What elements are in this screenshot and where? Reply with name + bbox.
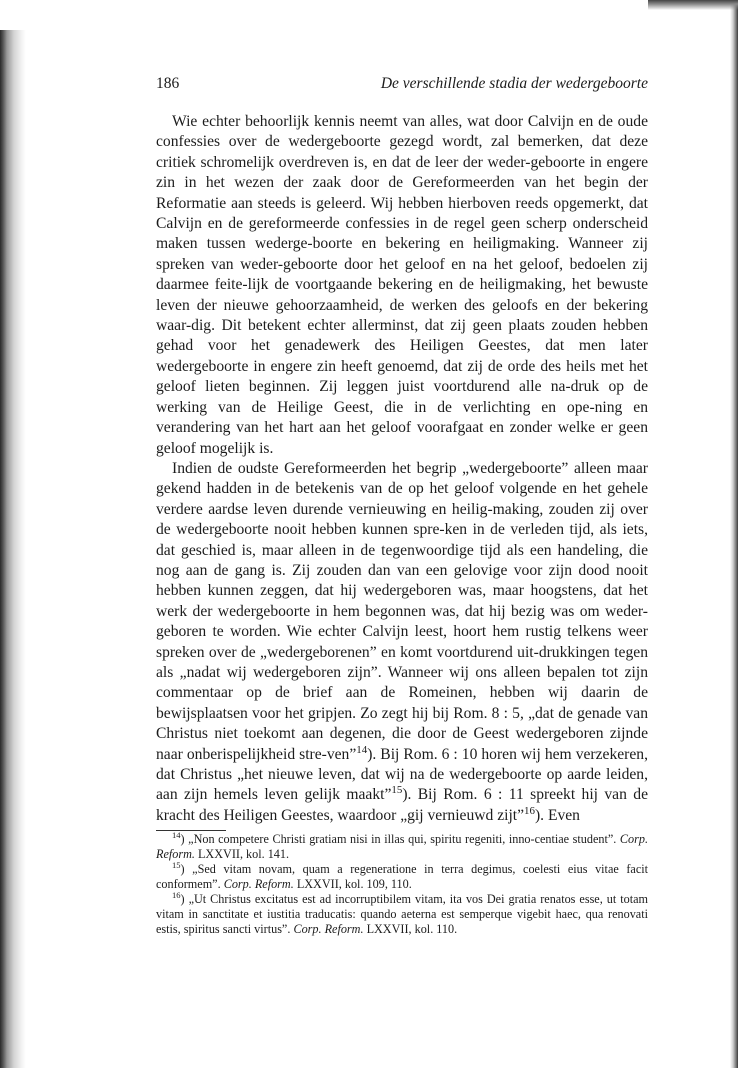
footnote-text: ) „Ut Christus excitatus est ad incorruptibilem vitam, ita vos Dei gratia renatos esse, ut totam vitam in sanctitate et iustitia traducatis: quando aeterna est semperque vigebit haec, qua renovati estis, spiritus sancti virtus”. — [156, 892, 648, 937]
footnote-reference: LXXVII, kol. 109, 110. — [293, 877, 412, 892]
footnote-source: Corp. Reform. — [156, 832, 648, 862]
footnote-15 — [156, 862, 648, 892]
footnote-ref-16: 16 — [524, 804, 535, 817]
footnote-ref-15: 15 — [391, 784, 403, 797]
footnote-reference: LXXVII, kol. 141. — [194, 847, 290, 862]
paragraph-1: Wie echter behoorlijk kennis neemt van alles, wat door Calvijn en de oude confessies over de wedergeboorte gezegd wordt, zal bemerken, dat deze critiek schromelijk overdreven is, en dat de leer der weder-geboorte in engere zin in het wezen der zaak door de Gereformeerden van het begin der Reformatie aan steeds is geleerd. Wij hebben hierboven reeds opgemerkt, dat Calvijn en de gereformeerde confessies in de regel geen scherp onderscheid maken tussen wederge-boorte en bekering en heiligmaking. Wanneer zij spreken van weder-geboorte door het geloof en na het geloof, bedoelen zij daarmee feite-lijk de voortgaande bekering en de heiligmaking, het bewuste leven der nieuwe gehoorzaamheid, de werken des geloofs en der bekering waar-dig. Dit betekent echter allerminst, dat zij geen plaats zouden hebben gehad voor het genadewerk des Heiligen Geestes, dat men later wedergeboorte in engere zin heeft genoemd, dat zij de orde des heils met het geloof lieten beginnen. Zij leggen juist voortdurend alle na-druk op de werking van de Heilige Geest, die in de verlichting en ope-ning en verandering van het hart aan het geloof voorafgaat en zonder welke er geen geloof mogelijk is. — [156, 113, 648, 457]
footnote-16 — [156, 892, 648, 937]
footnote-text: ) „Sed vitam novam, quam a regeneratione in terra degimus, coelesti eius vitae facit conformem”. — [156, 862, 648, 892]
footnote-text: ) „Non competere Christi gratiam nisi in illas qui, spiritu regeniti, inno-centiae student”. — [180, 832, 620, 847]
paragraph-2-text-a: Indien de oudste Gereformeerden het begrip „wedergeboorte” alleen maar gekend hadden in de betekenis van de op het geloof volgende en het gehele verdere aardse leven durende vernieuwing en heilig-making, zouden zij over de wedergeboorte nooit hebben kunnen spre-ken in de verleden tijd, als iets, dat geschied is, maar alleen in de tegenwoordige tijd als een handeling, die nog aan de gang is. Zij zouden dan van een gelovige voor zijn dood nooit hebben kunnen zeggen, dat hij wedergeboren was, maar hoogstens, dat het werk der wedergeboorte in hem begonnen was, dat hij bezig was om weder-geboren te worden. Wie echter Calvijn leest, hoort hem rustig telkens weer spreken over de „wedergeborenen” en komt voortdurend uit-drukkingen tegen als „nadat wij wedergeboren zijn”. Wanneer wij ons alleen bepalen tot zijn commentaar op de brief aan de Romeinen, hebben wij daarin de bewijsplaatsen voor het gripjen. Zo zegt hij bij Rom. 8 : 5, „dat de genade van Christus niet toekomt aan degenen, die door de Geest wedergeboren zijnde naar onberispelijkheid stre-ven” — [156, 459, 648, 763]
footnote-number: 14 — [172, 830, 181, 841]
scan-shadow-corner — [648, 0, 738, 10]
paragraph-2 — [156, 459, 648, 826]
page-number: 186 — [156, 75, 180, 92]
footnote-source: Corp. Reform. — [293, 922, 364, 937]
footnote-ref-14: 14 — [356, 743, 368, 756]
footnote-number: 15 — [172, 860, 181, 871]
running-title: De verschillende stadia der wedergeboorte — [380, 75, 648, 92]
paragraph-2-text-d: ). Even — [534, 806, 580, 824]
scan-shadow-right — [730, 0, 738, 1068]
book-page — [156, 74, 648, 937]
running-head — [156, 74, 648, 94]
footnote-14 — [156, 832, 648, 862]
footnote-reference: LXXVII, kol. 110. — [363, 922, 458, 937]
paragraph-2-text-b: ). Bij Rom. 6 : 10 horen wij hem verzekeren, dat Christus „het nieuwe leven, dat wij na de wedergeboorte op aarde leiden, aan zijn hemels leven gelijk maakt” — [156, 745, 648, 804]
scan-shadow-left — [0, 30, 26, 1068]
footnotes — [156, 830, 648, 937]
footnote-source: Corp. Reform. — [223, 877, 294, 892]
paragraph-2-text-c: ). Bij Rom. 6 : 11 spreekt hij van de kracht des Heiligen Geestes, waardoor „gij vernieuwd zijt” — [156, 786, 648, 824]
footnote-number: 16 — [172, 890, 181, 901]
body-text — [156, 112, 648, 826]
